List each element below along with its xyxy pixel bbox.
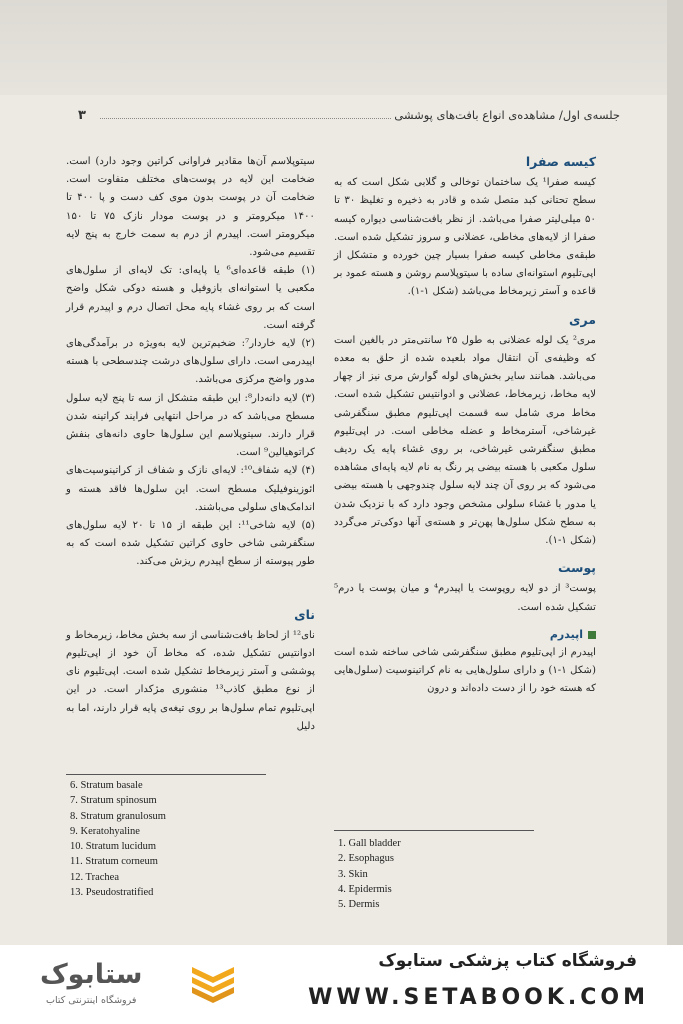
paragraph-skin: پوست³ از دو لایه روپوست یا اپیدرم⁴ و میان پوست یا درم⁵ تشکیل شده است.	[334, 583, 596, 613]
paragraph-epidermis: اپیدرم از اپی‌تلیوم مطبق سنگفرشی شاخی ساخته شده است (شکل ۱-۱) و دارای سلول‌هایی به نام کراتینوسیت (سلول‌هایی که هسته خود را از دست داده‌اند و درون	[334, 647, 596, 695]
paragraph-esophagus: مری² یک لوله عضلانی به طول ۲۵ سانتی‌متر در بالغین است که وظیفه‌ی آن انتقال مواد بلعیده شده از حلق به معده می‌باشد. همانند سایر بخش‌های لوله گوارش مری نیز از چهار لایه مخاط، زیرمخاط، عضلانی و ادوانتیس تشکیل شده است. مخاط مری شامل سه قسمت اپی‌تلیوم مطبق سنگفرشی غیرشاخی، آسترمخاط و عضله مخاطی است. در اپی‌تلیوم مطبق سنگفرشی غیرشاخی، بر روی غشاء پایه یک ردیف سلول مکعبی با هسته بیضی پر رنگ به نام لایه پایه‌ای مشاهده می‌شود که بر روی آن چند لایه سلول چندوجهی با هسته بیضی یا مدور با غشاء سلولی مشخص وجود دارد که با نزدیک شدن به سطح شکل سلول‌ها پهن‌تر و هسته‌ی آنها دوکی‌تر می‌گردد (شکل ۱-۱).	[334, 334, 596, 547]
list-item-stratum-spinosum: (۲) لایه خاردار⁷: ضخیم‌ترین لایه به‌ویژه در برآمدگی‌های اپیدرمی است. دارای سلول‌های درشت چندسطحی با هسته مدور واضح مرکزی می‌باشد.	[66, 338, 315, 386]
footnote-item: 4. Epidermis	[338, 883, 392, 895]
list-item-stratum-basale: (۱) طبقه قاعده‌ای⁶ یا پایه‌ای: تک لایه‌ای از سلول‌های مکعبی یا استوانه‌ای بازوفیل و هسته دوکی شکل واضح است که بر روی غشاء پایه محل اتصال درم و اپیدرم قرار گرفته است.	[66, 265, 316, 331]
right-text-column	[334, 153, 596, 699]
section-title-skin: پوست	[557, 560, 596, 576]
paragraph-trachea: نای¹² از لحاظ بافت‌شناسی از سه بخش مخاط، زیرمخاط و ادوانتیس تشکیل شده، که مخاط آن خود از اپی‌تلیوم پوششی و آستر زیرمخاط تشکیل شده است. اپی‌تلیوم نای از نوع مطبق کاذب¹³ منشوری مژکدار است. در این اپی‌تلیوم تمام سلول‌ها بر روی تیغه‌ی پایه قرار دارند، اما به دلیل	[66, 629, 315, 732]
section-title-esophagus: مری	[569, 311, 596, 327]
list-item-stratum-corneum: (۵) لایه شاخی¹¹: این طبقه از ۱۵ تا ۲۰ لایه سلول‌های سنگفرشی شاخی حاوی کراتین تشکیل شده است که به طور پیوسته از سطح اپیدرم ریزش می‌کند.	[66, 520, 315, 568]
section-title-gallbladder: کیسه صفرا	[525, 154, 596, 169]
page-number: ۳	[78, 108, 86, 123]
paragraph-epidermis-continued: سیتوپلاسم آن‌ها مقادیر فراوانی کراتین وجود دارد) است. ضخامت این لایه در پوست‌های مختلف متفاوت است. ضخامت آن در پوست بدون موی کف دست و پا ۴۰۰ تا ۱۴۰۰ میکرومتر و در پوست مودار نازک ۷۵ تا ۱۵۰ میکرومتر است. اپیدرم از درم به سمت خارج به پنج لایه تقسیم می‌شود.	[66, 156, 316, 259]
footnote-item: 1. Gall bladder	[338, 838, 401, 849]
footnotes-right	[338, 836, 401, 912]
left-text-column	[66, 153, 315, 736]
footnote-rule-left	[66, 774, 266, 775]
store-url[interactable]: WWW.SETABOOK.COM	[308, 985, 649, 1010]
footnote-item: 3. Skin	[338, 868, 368, 880]
footnotes-left	[70, 778, 166, 900]
footnote-item: 5. Dermis	[338, 899, 380, 911]
header-dotted-line	[100, 118, 391, 119]
page-top-margin	[0, 0, 683, 95]
running-header	[60, 104, 656, 130]
list-item-stratum-lucidum: (۴) لایه شفاف¹⁰: لایه‌ای نازک و شفاف از کراتینوسیت‌های ائوزینوفیلیک مسطح است. این سلول‌ها فاقد هسته و اندامک‌های سلولی می‌باشند.	[66, 465, 315, 513]
footnote-item: 9. Keratohyaline	[70, 825, 140, 837]
subsection-title-text: اپیدرم	[549, 627, 583, 641]
store-title: فروشگاه کتاب پزشکی ستابوک	[378, 951, 637, 971]
logo-subtitle: فروشگاه اینترنتی کتاب	[46, 995, 137, 1006]
footnote-item: 8. Stratum granulosum	[70, 810, 166, 822]
footnote-item: 12. Trachea	[70, 871, 119, 883]
store-banner	[0, 945, 683, 1024]
paragraph-gallbladder: کیسه صفرا¹ یک ساختمان توخالی و گلابی شکل است که به سطح تحتانی کبد متصل شده و قادر به ذخیره و تغلیظ ۳۰ تا ۵۰ میلی‌لیتر صفرا می‌باشد. از نظر بافت‌شناسی دیواره کیسه صفرا از لایه‌های مخاطی، عضلانی و سروز تشکیل شده است. طبقه‌ی مخاطی کیسه صفرا بسیار چین خورده و متشکل از اپی‌تلیوم استوانه‌ای ساده با سیتوپلاسم روشن و هسته عمود بر قاعده و آستر زیرمخاط می‌باشد (شکل ۱-۱).	[334, 177, 596, 298]
footnote-item: 13. Pseudostratified	[70, 887, 154, 899]
subsection-title-epidermis	[334, 626, 596, 644]
list-item-stratum-granulosum: (۳) لایه دانه‌دار⁸: این طبقه متشکل از سه تا پنج لایه سلول مسطح می‌باشد که در مراحل انتهایی فرایند کراتینه شدن قرار دارند. سیتوپلاسم این سلول‌ها حاوی دانه‌های بنفش کراتوهیالین⁹ است.	[66, 392, 315, 459]
logo-wordmark: ستابوک	[40, 959, 143, 990]
footnote-item: 2. Esophagus	[338, 853, 394, 865]
section-title-trachea: نای	[294, 606, 315, 622]
footnote-item: 6. Stratum basale	[70, 780, 143, 791]
footnote-item: 10. Stratum lucidum	[70, 841, 157, 853]
running-title: جلسه‌ی اول/ مشاهده‌ی انواع بافت‌های پوششی	[394, 108, 620, 122]
footnote-item: 7. Stratum spinosum	[70, 795, 157, 807]
book-stack-logo-icon	[190, 963, 236, 1003]
footnote-item: 11. Stratum corneum	[70, 856, 158, 868]
page-binding-edge	[667, 0, 683, 945]
square-bullet-icon	[588, 631, 596, 639]
footnote-rule-right	[334, 830, 534, 831]
